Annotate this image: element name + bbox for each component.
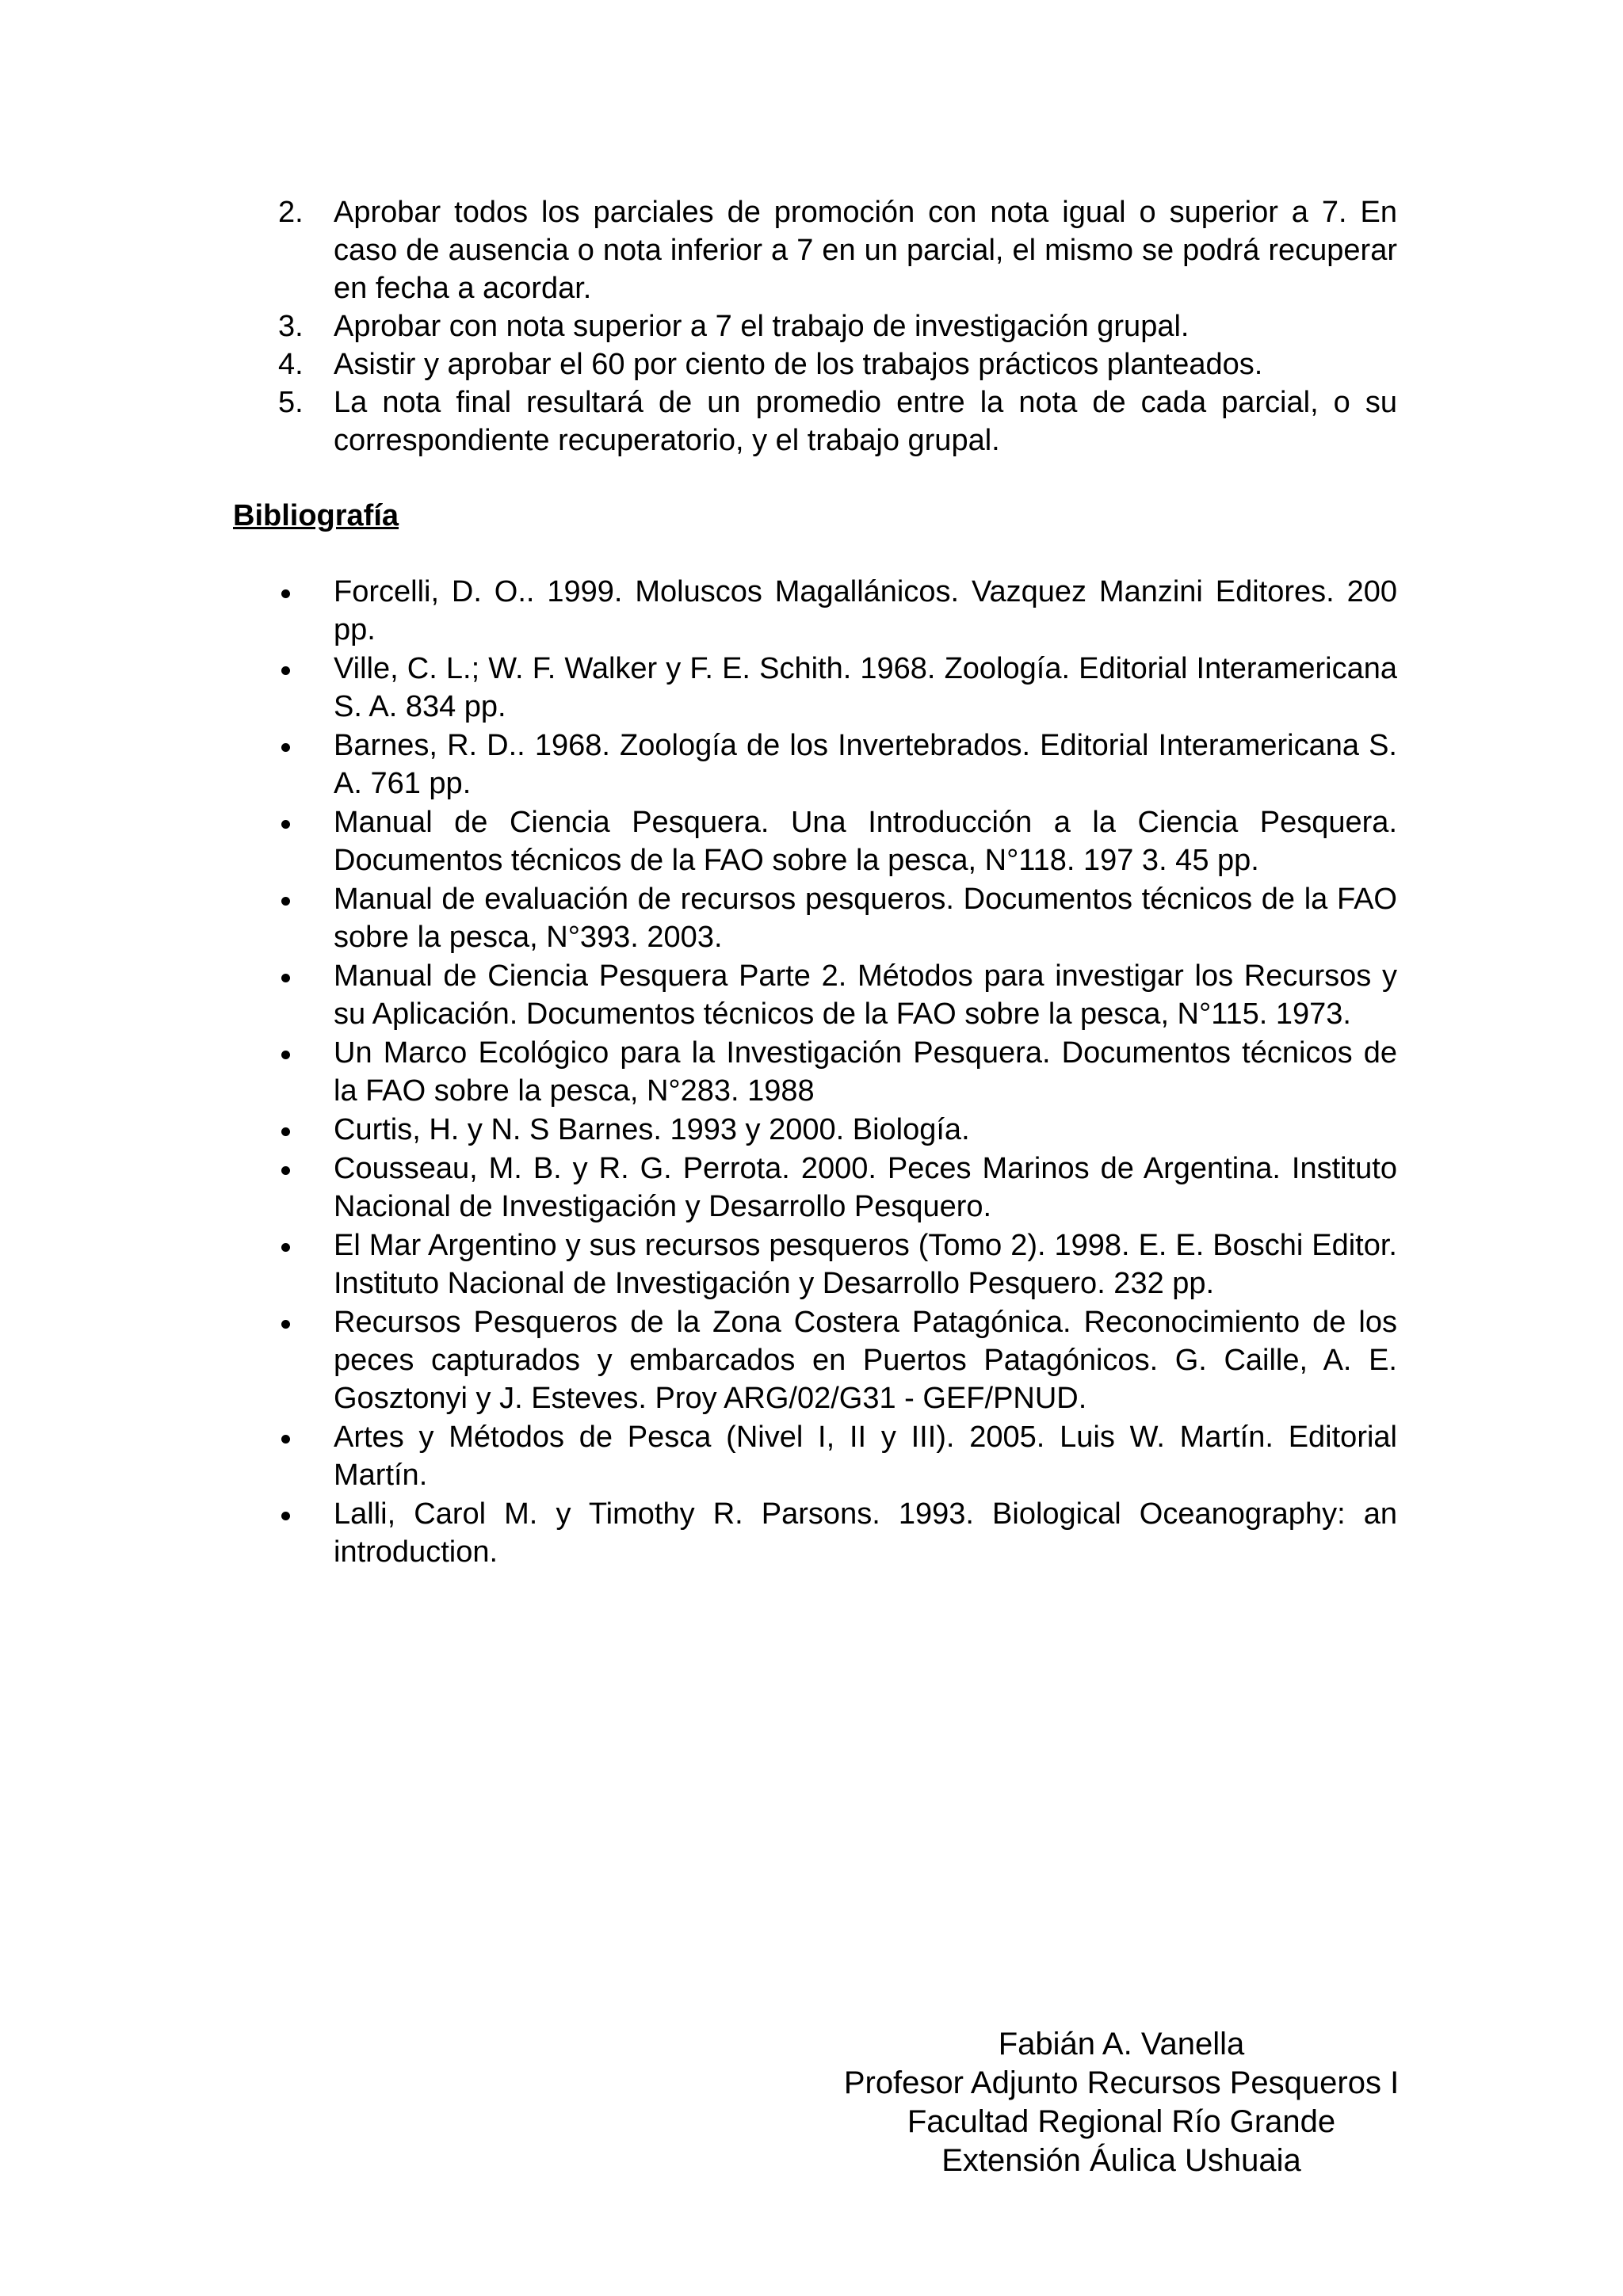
- bibliography-entry: Manual de Ciencia Pesquera. Una Introducción a la Ciencia Pesquera. Documentos técnicos de la FAO sobre la pesca, N°118. 197 3. 45 pp.: [334, 806, 1397, 877]
- signatory-role: Profesor Adjunto Recursos Pesqueros I: [843, 2065, 1400, 2100]
- bibliography-item: [278, 650, 1397, 726]
- bibliography-item: [278, 1034, 1397, 1110]
- bibliography-entry: Cousseau, M. B. y R. G. Perrota. 2000. Peces Marinos de Argentina. Instituto Nacional de Investigación y Desarrollo Pesquero.: [334, 1152, 1397, 1223]
- bullet-icon: [281, 1166, 290, 1175]
- bibliography-item: [278, 880, 1397, 956]
- bibliography-item: [278, 803, 1397, 879]
- bullet-icon: [281, 1512, 290, 1520]
- requirements-list: [278, 193, 1397, 460]
- signature-block: [785, 2025, 1458, 2180]
- bibliography-entry: Un Marco Ecológico para la Investigación Pesquera. Documentos técnicos de la FAO sobre la pesca, N°283. 1988: [334, 1036, 1397, 1108]
- bibliography-entry: Manual de evaluación de recursos pesqueros. Documentos técnicos de la FAO sobre la pesca, N°393. 2003.: [334, 883, 1397, 954]
- requirement-item: [278, 307, 1397, 345]
- bibliography-entry: Recursos Pesqueros de la Zona Costera Patagónica. Reconocimiento de los peces capturados y embarcados en Puertos Patagónicos. G. Caille, A. E. Gosztonyi y J. Esteves. Proy ARG/02/G31 - GEF/PNUD.: [334, 1306, 1397, 1415]
- requirement-item: [278, 193, 1397, 307]
- bullet-icon: [281, 666, 290, 675]
- bibliography-entry: Barnes, R. D.. 1968. Zoología de los Invertebrados. Editorial Interamericana S. A. 761 pp.: [334, 729, 1397, 800]
- bullet-icon: [281, 1320, 290, 1329]
- bullet-icon: [281, 1435, 290, 1444]
- requirement-number: 5.: [278, 386, 304, 419]
- bibliography-item: [278, 727, 1397, 803]
- signatory-name: Fabián A. Vanella: [998, 2027, 1245, 2061]
- signatory-extension: Extensión Áulica Ushuaia: [941, 2143, 1301, 2178]
- bibliography-list: [278, 573, 1397, 1572]
- requirement-item: [278, 383, 1397, 460]
- bullet-icon: [281, 743, 290, 752]
- bibliography-item: [278, 1150, 1397, 1226]
- bullet-icon: [281, 589, 290, 598]
- bibliography-entry: Ville, C. L.; W. F. Walker y F. E. Schith. 1968. Zoología. Editorial Interamericana S. A. 834 pp.: [334, 652, 1397, 723]
- requirement-number: 2.: [278, 196, 304, 229]
- bibliography-entry: Forcelli, D. O.. 1999. Moluscos Magallánicos. Vazquez Manzini Editores. 200 pp.: [334, 575, 1397, 646]
- bibliography-heading: Bibliografía: [233, 499, 399, 532]
- bibliography-entry: Manual de Ciencia Pesquera Parte 2. Métodos para investigar los Recursos y su Aplicación. Documentos técnicos de la FAO sobre la pesca, N°115. 1973.: [334, 959, 1397, 1031]
- bullet-icon: [281, 974, 290, 982]
- bibliography-entry: Artes y Métodos de Pesca (Nivel I, II y III). 2005. Luis W. Martín. Editorial Martín.: [334, 1421, 1397, 1492]
- bullet-icon: [281, 1051, 290, 1059]
- requirement-text: Asistir y aprobar el 60 por ciento de los trabajos prácticos planteados.: [334, 348, 1263, 381]
- requirement-number: 4.: [278, 348, 304, 381]
- bibliography-item: [278, 957, 1397, 1033]
- bibliography-item: [278, 1303, 1397, 1417]
- bibliography-entry: El Mar Argentino y sus recursos pesqueros (Tomo 2). 1998. E. E. Boschi Editor. Instituto Nacional de Investigación y Desarrollo Pesquero. 232 pp.: [334, 1229, 1397, 1300]
- bibliography-item: [278, 1418, 1397, 1494]
- bullet-icon: [281, 820, 290, 829]
- bibliography-entry: Lalli, Carol M. y Timothy R. Parsons. 1993. Biological Oceanography: an introduction.: [334, 1497, 1397, 1569]
- requirement-item: [278, 345, 1397, 383]
- bibliography-item: [278, 1495, 1397, 1571]
- signatory-faculty: Facultad Regional Río Grande: [907, 2104, 1336, 2139]
- requirement-text: Aprobar todos los parciales de promoción con nota igual o superior a 7. En caso de ausencia o nota inferior a 7 en un parcial, el mismo se podrá recuperar en fecha a acordar.: [334, 196, 1397, 305]
- requirement-number: 3.: [278, 310, 304, 343]
- bibliography-item: [278, 1226, 1397, 1302]
- bullet-icon: [281, 1127, 290, 1136]
- bibliography-item: [278, 1111, 1397, 1149]
- bullet-icon: [281, 1243, 290, 1252]
- bibliography-entry: Curtis, H. y N. S Barnes. 1993 y 2000. Biología.: [334, 1113, 970, 1146]
- bullet-icon: [281, 897, 290, 906]
- requirement-text: La nota final resultará de un promedio entre la nota de cada parcial, o su correspondiente recuperatorio, y el trabajo grupal.: [334, 386, 1397, 457]
- requirement-text: Aprobar con nota superior a 7 el trabajo de investigación grupal.: [334, 310, 1190, 343]
- bibliography-item: [278, 573, 1397, 649]
